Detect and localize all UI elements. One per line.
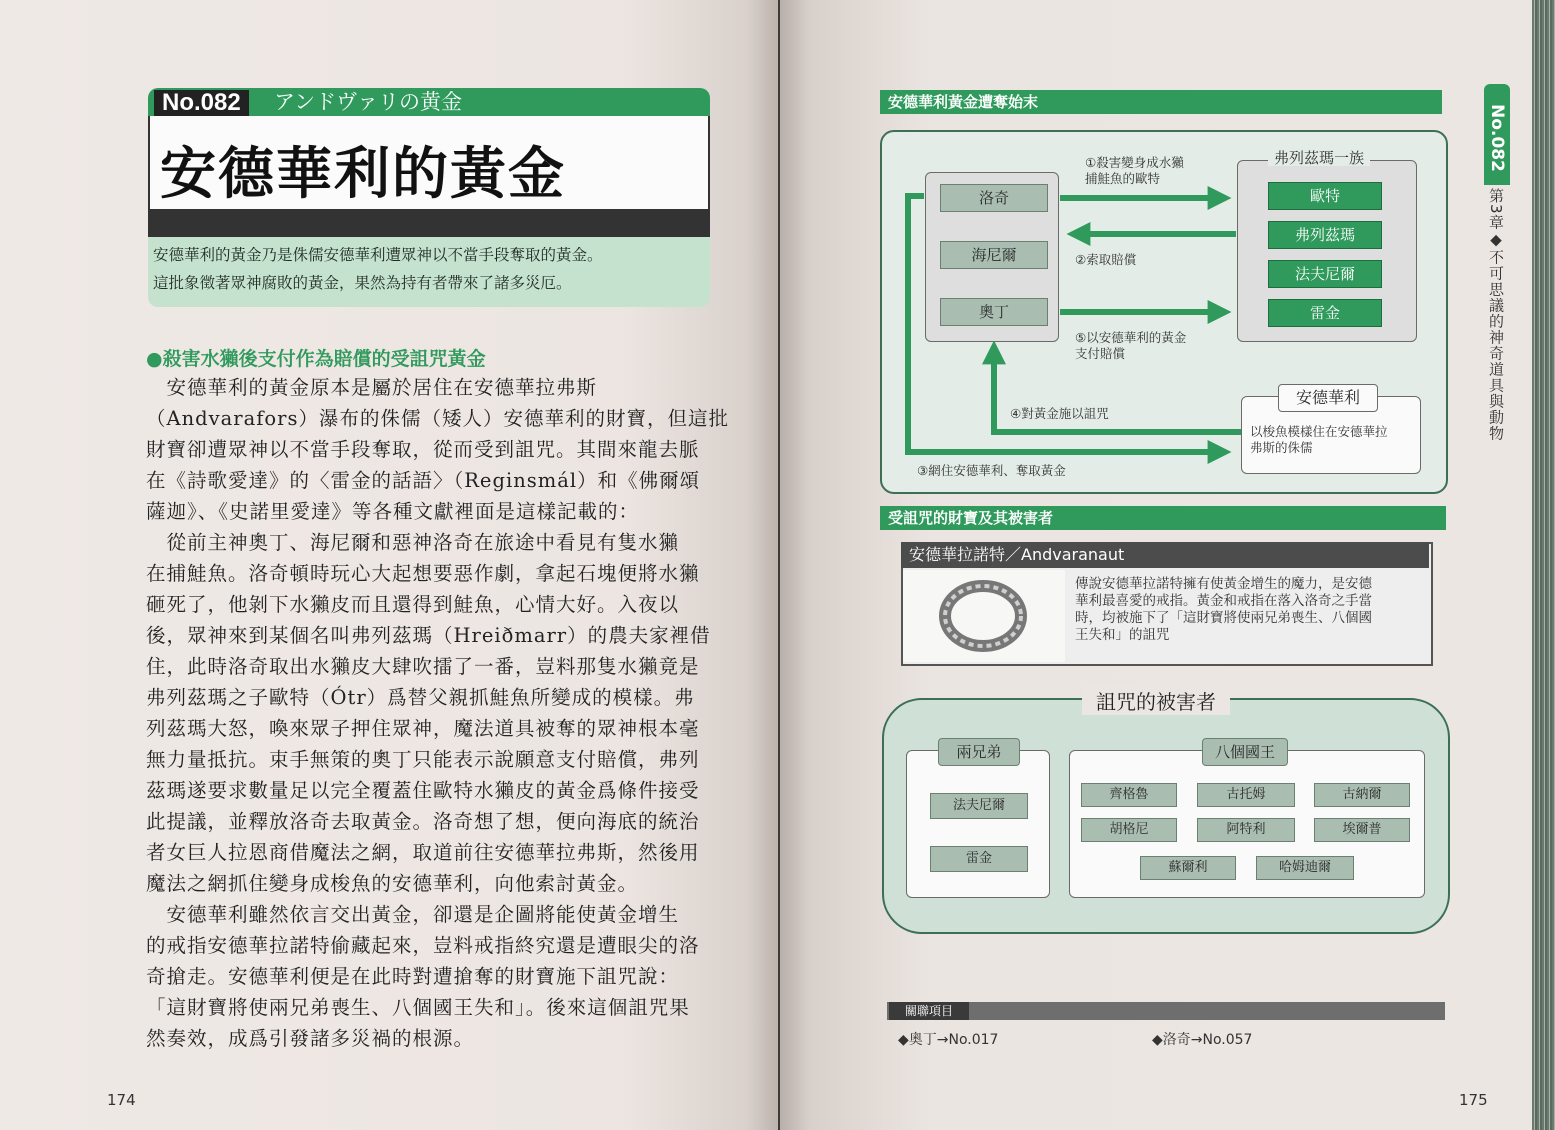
brothers-title: 兩兄弟 xyxy=(938,738,1020,766)
family-regin: 雷金 xyxy=(1268,299,1382,327)
family-hreidmarr: 弗列茲瑪 xyxy=(1268,221,1382,249)
victims-title: 詛咒的被害者 xyxy=(1082,686,1230,715)
ring-description: 傳說安德華拉諾特擁有使黃金增生的魔力，是安德 華利最喜愛的戒指。黃金和戒指在落入洛奇之手當 時，均被施下了「這財寶將使兩兄弟喪生、八個國 王失和」的詛咒 xyxy=(1075,576,1372,643)
brothers-box xyxy=(906,750,1050,898)
body-line: 列茲瑪大怒，喚來眾子押住眾神，魔法道具被奪的眾神根本毫 xyxy=(146,717,700,740)
sidebar-chapter: 第3章◆不可思議的神奇道具與動物 xyxy=(1487,188,1505,442)
summary-box xyxy=(148,237,710,307)
kings-title: 八個國王 xyxy=(1202,738,1288,766)
page-edges xyxy=(1532,0,1555,1130)
japanese-subtitle: アンドヴァリの黄金 xyxy=(274,90,462,114)
related-link-odin[interactable]: ◆奧丁→No.017 xyxy=(898,1032,999,1048)
title-underbar xyxy=(148,209,710,237)
body-line: 在《詩歌愛達》的〈雷金的話語〉（Reginsmál）和《佛爾頌 xyxy=(146,469,701,492)
body-line: 後，眾神來到某個名叫弗列茲瑪（Hreiðmarr）的農夫家裡借 xyxy=(146,624,711,647)
andvari-description: 以梭魚模樣住在安德華拉 弗斯的侏儒 xyxy=(1250,424,1388,455)
chapter-sidebar xyxy=(1484,84,1510,574)
body-line: 者女巨人拉恩商借魔法之網，取道前往安德華拉弗斯，然後用 xyxy=(146,841,700,864)
body-line: 奇搶走。安德華利便是在此時對遭搶奪的財寶施下詛咒說： xyxy=(146,965,680,988)
summary-line: 這批象徵著眾神腐敗的黃金，果然為持有者帶來了諸多災厄。 xyxy=(153,274,572,292)
body-line: 無力量抵抗。束手無策的奧丁只能表示說願意支付賠償，弗列 xyxy=(146,748,700,771)
page-number: 174 xyxy=(107,1091,136,1109)
body-line: 薩迦》、《史諾里愛達》等各種文獻裡面是這樣記載的： xyxy=(146,500,640,523)
body-line: 魔法之網抓住變身成梭魚的安德華利，向他索討黃金。 xyxy=(146,872,639,895)
entry-number-tag: No.082 xyxy=(154,90,249,116)
curse-section-title: 受詛咒的財寶及其被害者 xyxy=(880,506,1446,530)
ring-title: 安德華拉諾特／Andvaranaut xyxy=(901,542,1429,568)
body-line: 然奏效，成爲引發諸多災禍的根源。 xyxy=(146,1027,475,1050)
ring-image xyxy=(903,570,1065,662)
king-8: 哈姆迪爾 xyxy=(1256,856,1354,880)
king-2: 古托姆 xyxy=(1197,783,1295,807)
body-line: 茲瑪遂要求數量足以完全覆蓋住歐特水獺皮的黃金爲條件接受 xyxy=(146,779,700,802)
brother-regin: 雷金 xyxy=(930,846,1028,872)
related-bar xyxy=(887,1002,1445,1020)
body-line: 財寶卻遭眾神以不當手段奪取，從而受到詛咒。其間來龍去脈 xyxy=(146,438,700,461)
step-5-label: ⑤以安德華利的黃金 支付賠償 xyxy=(1075,330,1187,361)
body-line: 安德華利的黃金原本是屬於居住在安德華拉弗斯 xyxy=(146,376,598,399)
family-fafnir: 法夫尼爾 xyxy=(1268,260,1382,288)
body-line: 弗列茲瑪之子歐特（Ótr）爲替父親抓鮭魚所變成的模樣。弗 xyxy=(146,686,695,709)
body-line: 砸死了，他剝下水獺皮而且還得到鮭魚，心情大好。入夜以 xyxy=(146,593,680,616)
summary-line: 安德華利的黃金乃是侏儒安德華利遭眾神以不當手段奪取的黃金。 xyxy=(153,246,603,264)
step-3-label: ③網住安德華利、奪取黃金 xyxy=(917,463,1066,478)
family-otr: 歐特 xyxy=(1268,182,1382,210)
diagram-title: 安德華利黃金遭奪始末 xyxy=(880,90,1442,114)
body-line: 安德華利雖然依言交出黃金，卻還是企圖將能使黃金增生 xyxy=(146,903,680,926)
header-band xyxy=(148,88,710,116)
body-line: 「這財寶將使兩兄弟喪生、八個國王失和」。後來這個詛咒果 xyxy=(146,996,690,1019)
king-5: 阿特利 xyxy=(1197,818,1295,842)
body-text xyxy=(146,372,729,1054)
king-4: 胡格尼 xyxy=(1081,818,1177,842)
brother-fafnir: 法夫尼爾 xyxy=(930,793,1028,819)
related-link-loki[interactable]: ◆洛奇→No.057 xyxy=(1152,1032,1253,1048)
andvari-title: 安德華利 xyxy=(1278,384,1378,412)
section-heading: ●殺害水獺後支付作為賠償的受詛咒黃金 xyxy=(146,348,486,370)
body-line: （Andvarafors）瀑布的侏儒（矮人）安德華利的財寶，但這批 xyxy=(146,407,729,430)
god-odin: 奧丁 xyxy=(940,298,1048,326)
king-6: 埃爾普 xyxy=(1314,818,1410,842)
god-loki: 洛奇 xyxy=(940,184,1048,212)
step-2-label: ②索取賠償 xyxy=(1075,252,1137,267)
related-title: 關聯項目 xyxy=(889,1002,969,1020)
entry-title-box xyxy=(148,116,710,220)
body-line: 在捕鮭魚。洛奇頓時玩心大起想要惡作劇，拿起石塊便將水獺 xyxy=(146,562,700,585)
king-1: 齊格魯 xyxy=(1081,783,1177,807)
step-4-label: ④對黃金施以詛咒 xyxy=(1010,406,1109,421)
body-line: 的戒指安德華拉諾特偷藏起來，豈料戒指終究還是遭眼尖的洛 xyxy=(146,934,700,957)
body-line: 從前主神奧丁、海尼爾和惡神洛奇在旅途中看見有隻水獺 xyxy=(146,531,680,554)
step-1-label: ①殺害變身成水獺 捕鮭魚的歐特 xyxy=(1085,155,1184,186)
body-line: 住，此時洛奇取出水獺皮大肆吹擂了一番，豈料那隻水獺竟是 xyxy=(146,655,700,678)
king-3: 古納爾 xyxy=(1314,783,1410,807)
sidebar-entry-number: No.082 xyxy=(1484,84,1510,185)
page-number: 175 xyxy=(1459,1091,1488,1109)
body-line: 此提議，並釋放洛奇去取黃金。洛奇想了想，便向海底的統治 xyxy=(146,810,700,833)
god-hoenir: 海尼爾 xyxy=(940,241,1048,269)
entry-title: 安德華利的黃金 xyxy=(160,141,566,207)
family-title: 弗列茲瑪一族 xyxy=(1268,150,1370,166)
king-7: 蘇爾利 xyxy=(1140,856,1236,880)
